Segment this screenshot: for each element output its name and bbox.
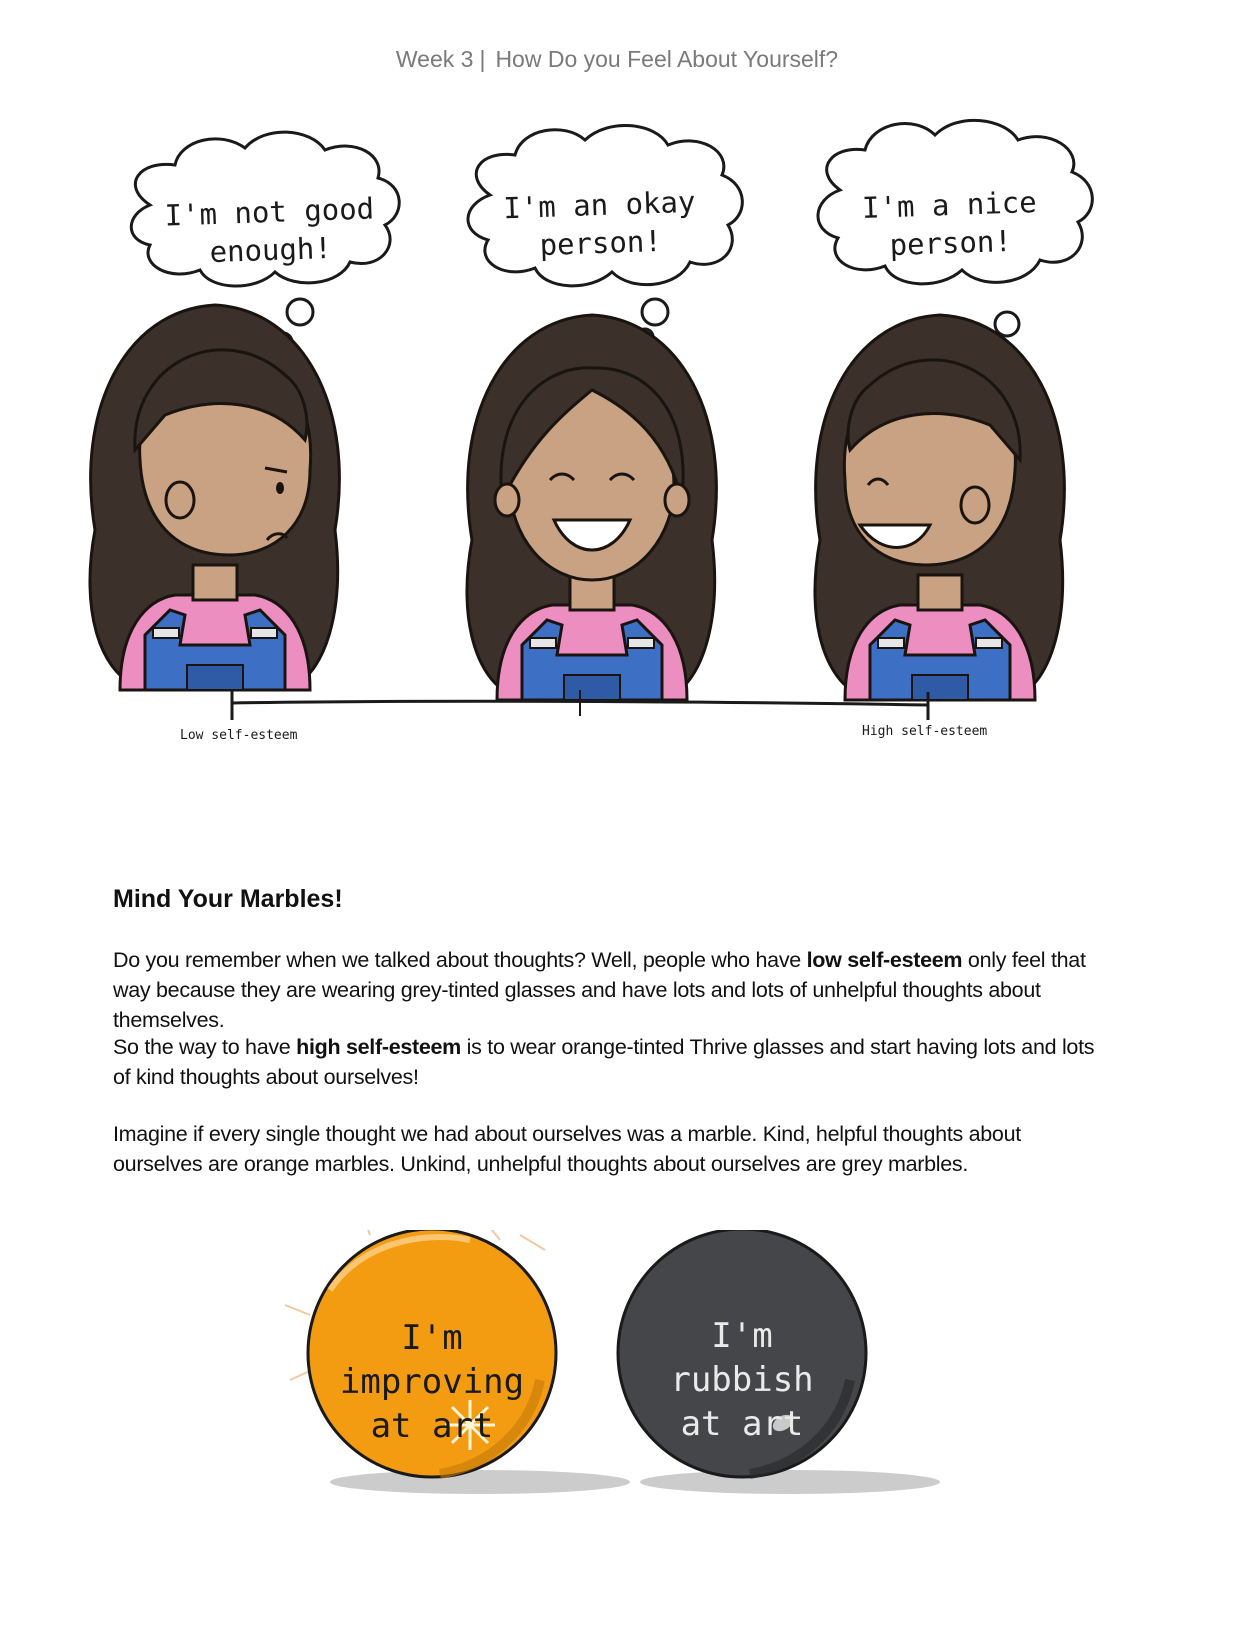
self-esteem-illustration <box>0 0 1234 800</box>
section-heading: Mind Your Marbles! <box>113 885 343 913</box>
thought-text-1: I'm not good enough! <box>164 191 375 270</box>
page-title: How Do you Feel About Yourself? <box>495 46 839 72</box>
thought-text-2: I'm an okay person! <box>502 184 696 263</box>
self-esteem-scale <box>232 690 928 720</box>
marbles-illustration <box>0 1230 1234 1630</box>
thought-text-3: I'm a nice person! <box>861 184 1038 263</box>
girl-sad <box>90 305 339 690</box>
marbles-graphic <box>0 1230 1234 1630</box>
orange-marble-text: I'm improving at art <box>339 1318 525 1446</box>
paragraph-3: Imagine if every single thought we had about ourselves was a marble. Kind, helpful thoughts about ourselves are orange marbles. Unkind, unhelpful thoughts about ourselves are grey marbles. <box>113 1122 1021 1176</box>
header-separator: | <box>479 46 486 72</box>
grey-marble-text: I'm rubbish at art <box>670 1316 814 1444</box>
high-self-esteem-label: High self-esteem <box>862 724 988 739</box>
girl-okay <box>467 315 716 700</box>
girl-nice <box>815 315 1064 700</box>
low-self-esteem-label: Low self-esteem <box>180 728 298 743</box>
week-label: Week 3 <box>395 46 474 72</box>
paragraph-2: So the way to have high self-esteem is to wear orange-tinted Thrive glasses and start having lots and lots of kind thoughts about ourselves! <box>113 1035 1095 1089</box>
paragraph-1: Do you remember when we talked about thoughts? Well, people who have low self-esteem only feel that way because they are wearing grey-tinted glasses and have lots and lots of unhelpful thoughts about themselves. <box>113 948 1086 1032</box>
